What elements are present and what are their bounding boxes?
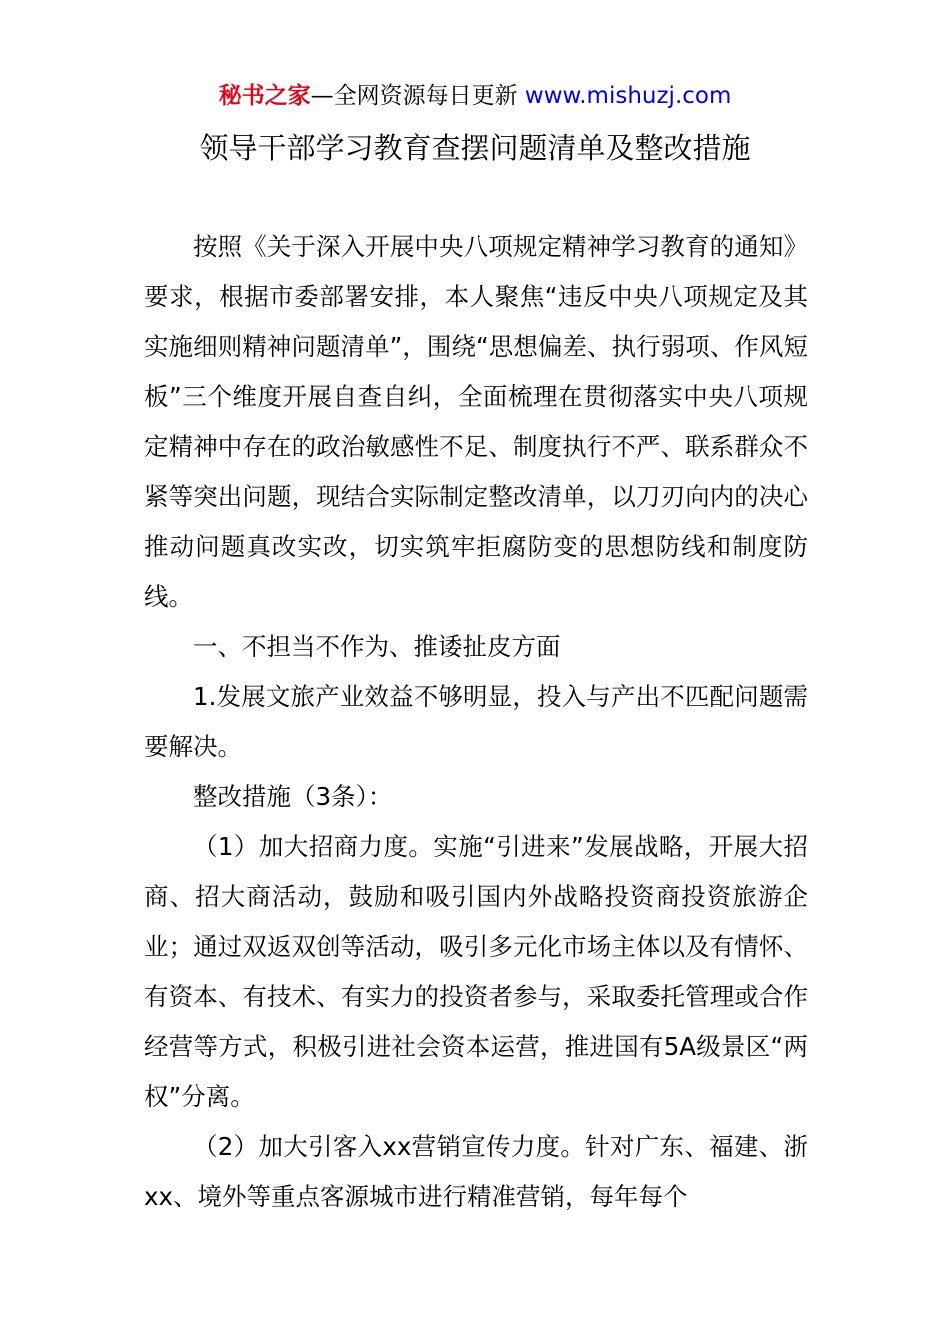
site-url-link[interactable]: www.mishuzj.com bbox=[524, 83, 732, 109]
issue-paragraph: 1.发展文旅产业效益不够明显，投入与产出不匹配问题需要解决。 bbox=[144, 682, 808, 761]
measure-paragraph-1: （1）加大招商力度。实施“引进来”发展战略，开展大招商、招大商活动，鼓励和吸引国内外战略投资商投资旅游企业；通过双返双创等活动，吸引多元化市场主体以及有情怀、有资本、有技术、有实力的投资者参与，采取委托管理或合作经营等方式，积极引进社会资本运营，推进国有5A级景区“两权”分离。 bbox=[144, 832, 808, 1111]
brand-name: 秘书之家 bbox=[218, 83, 311, 109]
intro-paragraph: 按照《关于深入开展中央八项规定精神学习教育的通知》要求，根据市委部署安排，本人聚焦“违反中央八项规定及其实施细则精神问题清单”，围绕“思想偏差、执行弱项、作风短板”三个维度开展自查自纠，全面梳理在贯彻落实中央八项规定精神中存在的政治敏感性不足、制度执行不严、联系群众不紧等突出问题，现结合实际制定整改清单，以刀刃向内的决心推动问题真改实改，切实筑牢拒腐防变的思想防线和制度防线。 bbox=[144, 232, 808, 611]
document-body bbox=[144, 222, 808, 1222]
measures-heading: 整改措施（3条）： bbox=[193, 782, 393, 811]
banner-tagline: —全网资源每日更新 bbox=[310, 83, 518, 109]
measure-paragraph-2: （2）加大引客入xx营销宣传力度。针对广东、福建、浙xx、境外等重点客源城市进行精准营销，每年每个 bbox=[144, 1132, 808, 1211]
document-title: 领导干部学习教育查摆问题清单及整改措施 bbox=[199, 131, 751, 165]
site-banner bbox=[0, 80, 950, 112]
section-heading: 一、不担当不作为、推诿扯皮方面 bbox=[193, 632, 561, 661]
